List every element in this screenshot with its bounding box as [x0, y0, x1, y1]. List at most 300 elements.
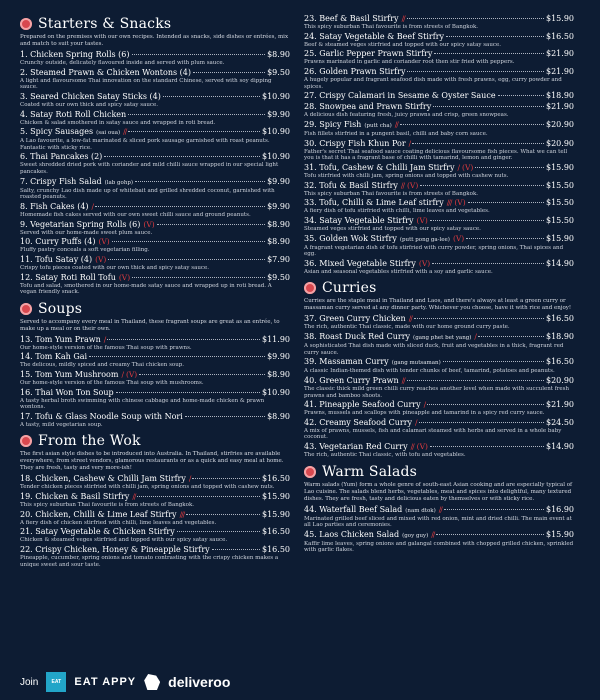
menu-item	[20, 220, 290, 237]
flower-icon	[20, 18, 32, 30]
menu-item	[304, 234, 574, 258]
menu-item	[304, 442, 574, 459]
menu-item-line	[304, 357, 574, 368]
chili-rating: //	[401, 14, 405, 23]
dot-leader	[137, 496, 260, 497]
section-title: Starters & Snacks	[38, 16, 172, 32]
item-name: 8. Fish Cakes (4)	[20, 201, 89, 211]
left-column	[20, 14, 290, 573]
item-name: 5. Spicy Sausages	[20, 127, 94, 137]
item-price: $15.50	[546, 180, 574, 190]
flower-icon	[304, 466, 316, 478]
join-label: Join	[20, 676, 39, 688]
menu-item-line	[20, 202, 290, 212]
menu-item-line	[20, 527, 290, 537]
kangaroo-icon	[144, 674, 160, 690]
menu-item	[304, 14, 574, 31]
item-name: 22. Crispy Chicken, Honey & Pineapple Stirfry	[20, 545, 210, 555]
vegetarian-tag: (V)	[462, 163, 474, 172]
dot-leader	[116, 392, 260, 393]
dot-leader	[128, 131, 260, 132]
menu-item	[304, 332, 574, 356]
menu-item	[20, 177, 290, 201]
section-title: Curries	[322, 280, 377, 297]
item-price: $15.90	[546, 14, 574, 23]
item-name: 7. Crispy Fish Salad	[20, 176, 102, 186]
dot-leader	[475, 167, 544, 168]
item-name: 37. Green Curry Chicken	[304, 314, 406, 324]
item-name: 45. Laos Chicken Salad	[304, 529, 400, 539]
item-name: 14. Tom Kah Gai	[20, 352, 88, 362]
item-price: $8.90	[267, 237, 290, 247]
item-price: $20.90	[546, 120, 574, 130]
item-description: Chicken & steamed veges stirfried and topped with our spicy satay sauce.	[20, 537, 228, 544]
menu-item-line	[304, 32, 574, 42]
dot-leader	[132, 54, 266, 55]
eat-appy-link[interactable]: EAT APPY	[74, 676, 137, 688]
dot-leader	[132, 277, 265, 278]
menu-section	[304, 464, 574, 554]
item-description: A tasty herbal broth swimming with chinese cabbage and home-made chicken & prawn wontons.	[20, 397, 265, 411]
menu-item	[20, 352, 290, 369]
item-price: $18.90	[546, 91, 574, 101]
section-intro: Curries are the staple meal in Thailand and Laos, and there's always at least a green curry or massaman curry served at any dinner party. Whichever you choose, have it with rice and enjoy!	[304, 298, 572, 312]
dot-leader	[427, 404, 544, 405]
vegetarian-tag: (V)	[418, 258, 431, 268]
item-price: $8.90	[267, 411, 290, 421]
item-description: Father's secret Thai seafood sauce coating delicious flavoursome fish pieces. What we can tell you is that it has a fragrant base of chilli with tamarind, lemon and ginger.	[304, 148, 568, 162]
item-description: Fish fillets stirfried in a pungent basil, chilli and baby corn sauce.	[304, 131, 488, 138]
item-name: 42. Creamy Seafood Curry	[304, 417, 413, 427]
dot-leader	[444, 509, 544, 510]
dot-leader	[192, 478, 260, 479]
dot-leader	[434, 53, 544, 54]
menu-item	[304, 102, 574, 119]
chili-rating: //	[408, 314, 412, 324]
menu-item	[304, 91, 574, 101]
item-name: 4. Satay Roti Roll Chicken	[20, 109, 127, 119]
menu-item	[20, 255, 290, 272]
item-description: Asian and seasonal vegetables stirfried with a soy and garlic sauce.	[304, 268, 493, 275]
menu-item-line	[304, 530, 574, 541]
menu-item	[20, 388, 290, 411]
dot-leader	[414, 318, 544, 319]
item-description: A light and flavoursome Thai innovation on the standard Chinese, served with soy dipping sauce.	[20, 77, 272, 91]
item-price: $15.50	[546, 216, 574, 226]
dot-leader	[433, 106, 544, 107]
item-price: $16.50	[546, 314, 574, 324]
dot-leader	[419, 422, 544, 423]
chili-rating: /	[121, 369, 123, 379]
menu-section	[20, 16, 290, 296]
item-description: Kaffir lime leaves, spring onions and galangal combined with chopped grilled chicken, sprinkled with garlic flakes.	[304, 540, 574, 554]
dot-leader	[478, 336, 544, 337]
item-price: $21.90	[546, 102, 574, 112]
menu-item-line	[20, 255, 290, 265]
item-name: 11. Tofu Satay (4)	[20, 254, 93, 264]
menu-item	[304, 418, 574, 441]
menu-item	[304, 357, 574, 375]
chili-rating: /	[415, 417, 417, 427]
menu-item	[304, 530, 574, 554]
item-price: $15.90	[546, 163, 574, 172]
menu-item-line	[20, 177, 290, 188]
dot-leader	[163, 96, 260, 97]
menu-item-line	[304, 181, 574, 191]
item-name: 3. Seared Chicken Satay Sticks (4)	[20, 91, 161, 101]
item-name: 21. Satay Vegetable & Chicken Stirfry	[20, 527, 175, 537]
item-description: Fluffy pastry conceals a soft vegetarian filling.	[20, 247, 150, 254]
item-price: $9.90	[267, 352, 290, 362]
menu-item	[20, 50, 290, 67]
menu-item	[20, 110, 290, 127]
item-description: Our home-style version of the famous Thai soup with mushrooms.	[20, 379, 204, 386]
dot-leader	[157, 224, 265, 225]
chili-rating: /	[408, 138, 411, 148]
menu-item-line	[304, 376, 574, 386]
item-name: 15. Tom Yum Mushroom	[20, 369, 119, 379]
chili-rating: //	[431, 529, 435, 539]
menu-item	[20, 474, 290, 491]
section-title: Soups	[38, 300, 83, 317]
item-price: $10.90	[262, 127, 290, 137]
menu-item-line	[20, 335, 290, 345]
item-description: Chicken & salad smothered in satay sauce and wrapped in roti bread.	[20, 119, 216, 126]
section-header	[20, 433, 290, 449]
item-description: This spicy suburban Thai favourite is from streets of Bangkok.	[304, 190, 479, 197]
item-name: 32. Tofu & Basil Stirfry	[304, 180, 398, 190]
menu-item-line	[304, 198, 574, 208]
item-name: 36. Mixed Vegetable Stirfry	[304, 258, 416, 268]
item-thai-name: (putt cha)	[364, 123, 392, 130]
menu-item-line	[304, 400, 574, 410]
menu-item-line	[20, 388, 290, 398]
menu-item-line	[304, 139, 574, 149]
menu-item-line	[20, 273, 290, 283]
menu-item-line	[20, 412, 290, 422]
menu-item-line	[20, 152, 290, 162]
item-name: 41. Pineapple Seafood Curry	[304, 400, 421, 410]
dot-leader	[95, 206, 265, 207]
menu-item-line	[20, 370, 290, 380]
menu-item	[304, 400, 574, 417]
dot-leader	[108, 259, 265, 260]
item-description: The classic thick mild green chilli curry reaches another level when made with succulent fresh prawns and bamboo shoots.	[304, 386, 569, 399]
item-description: Crunchy outside, delicately flavoured inside and served with plum sauce.	[20, 60, 225, 66]
item-name: 31. Tofu, Cashew & Chilli Jam Stirfry	[304, 163, 455, 172]
dot-leader	[193, 72, 265, 73]
item-description: Steamed veges stirfried and topped with our spicy satay sauce.	[304, 226, 481, 233]
chili-rating: ///	[179, 509, 185, 519]
menu-item	[304, 139, 574, 162]
menu-item-line	[20, 127, 290, 138]
item-description: A hugely popular and fragrant seafood dish made with fresh prawns, egg, curry powder and spices.	[304, 77, 562, 90]
menu-item-line	[20, 68, 290, 78]
menu-item-line	[304, 163, 574, 173]
item-name: 17. Tofu & Glass Noodle Soup with Nori	[20, 411, 183, 421]
menu-item-line	[20, 92, 290, 102]
vegetarian-tag: (V)	[416, 216, 428, 226]
vegetarian-tag: (V)	[98, 237, 110, 247]
item-description: Pineapple, cucumber, spring onions and tomato contrasting with the crispy chicken makes a unique sweet and sour taste.	[20, 555, 279, 568]
vegetarian-tag: (V)	[416, 442, 428, 452]
vegetarian-tag: (V)	[125, 369, 138, 379]
item-thai-name: (gang mutsaman)	[391, 360, 441, 367]
item-description: Our home-style version of the famous Thai soup with prawns.	[20, 344, 192, 351]
chili-rating: //	[410, 442, 414, 452]
section-intro: Prepared on the premises with our own recipes. Intended as snacks, side dishes or entrées, mix and match to suit your tastes.	[20, 34, 289, 47]
item-name: 24. Satay Vegetable & Beef Stirfry	[304, 31, 445, 41]
menu-item-line	[20, 110, 290, 120]
menu-item-line	[304, 216, 574, 226]
menu-item	[304, 259, 574, 276]
menu-item	[304, 49, 574, 66]
menu-item-line	[20, 492, 290, 502]
item-thai-name: (nam dtok)	[405, 507, 436, 514]
menu-item-line	[304, 505, 574, 516]
dot-leader	[466, 238, 544, 239]
vegetarian-tag: (V)	[118, 272, 131, 282]
menu-item	[304, 314, 574, 331]
menu-item	[304, 32, 574, 49]
item-description: A Lao favourite, a low-fat marinated & sliced pork sausage garnished with roast peanuts. Fantastic with sticky rice.	[20, 138, 270, 151]
menu-section	[304, 14, 574, 275]
item-price: $10.90	[262, 152, 290, 162]
menu-item	[304, 163, 574, 180]
dot-leader	[430, 220, 544, 221]
menu-item-line	[304, 234, 574, 245]
menu-item	[20, 545, 290, 568]
item-price: $16.90	[546, 504, 574, 514]
item-description: Served with our home-made sweet plum sauce.	[20, 229, 153, 236]
item-name: 39. Massaman Curry	[304, 357, 389, 367]
menu-item	[304, 198, 574, 215]
vegetarian-tag: (V)	[452, 233, 465, 243]
dot-leader	[104, 156, 260, 157]
item-name: 29. Spicy Fish	[304, 120, 362, 130]
menu-item	[304, 505, 574, 529]
item-thai-name: (sai oua)	[96, 130, 121, 137]
item-description: A fiery dish of tofu stirfried with chilli, lime leaves and vegetables.	[304, 208, 490, 215]
dot-leader	[89, 356, 265, 357]
item-description: This spicy suburban Thai favourite is from streets of Bangkok.	[304, 24, 479, 30]
chili-rating: //	[394, 120, 398, 130]
section-intro: Served to accompany every meal in Thailand, these fragrant soups are great as an entrée, to make up a meal or on their own.	[20, 318, 280, 332]
chili-rating: //	[438, 504, 442, 514]
section-intro: Warm salads (Yum) form a whole genre of south-east Asian cooking and are especially typical of Lao cuisine. The salads blend herbs, vegetables, meat and spices into delightful, many textured dishes. They are fresh, tasty and delicious eaten by themselves or with sticky rice.	[304, 481, 573, 502]
item-price: $15.90	[262, 509, 290, 519]
item-description: Prawns marinated in garlic and coriander root then stir fried with peppers.	[304, 59, 515, 66]
dot-leader	[400, 124, 544, 125]
item-price: $8.90	[267, 219, 290, 229]
item-price: $11.90	[262, 334, 290, 344]
item-name: 27. Crispy Calamari in Sesame & Oyster Sauce	[304, 91, 496, 101]
item-price: $21.90	[546, 400, 574, 410]
item-name: 12. Satay Roti Roll Tofu	[20, 272, 116, 282]
section-intro: The first asian style dishes to be introduced into Australia. In Thailand, stirfries are available everywhere, from street vendors, glamorous restaurants or as a quick and easy meal at home. They are fresh, tasty and very more-ish!	[20, 451, 284, 472]
chili-rating: /	[91, 201, 94, 211]
flower-icon	[20, 435, 32, 447]
deliveroo-link[interactable]: deliveroo	[168, 674, 231, 690]
chili-rating: //	[400, 180, 404, 190]
dot-leader	[407, 380, 544, 381]
dot-leader	[468, 202, 544, 203]
item-price: $21.90	[546, 49, 574, 59]
item-price: $14.90	[546, 258, 574, 268]
item-price: $9.50	[267, 67, 290, 77]
item-thai-name: (goy guy)	[402, 532, 429, 539]
item-price: $16.50	[262, 545, 290, 555]
item-name: 26. Golden Prawn Stirfry	[304, 67, 406, 77]
chili-rating: //	[132, 492, 136, 501]
item-name: 6. Thai Pancakes (2)	[20, 152, 103, 162]
dot-leader	[446, 36, 544, 37]
item-name: 13. Tom Yum Prawn	[20, 334, 101, 344]
item-price: $21.90	[546, 67, 574, 77]
menu-item-line	[20, 352, 290, 362]
dot-leader	[135, 181, 265, 182]
dot-leader	[407, 18, 544, 19]
dot-leader	[186, 514, 260, 515]
item-price: $9.50	[267, 272, 290, 282]
chili-rating: ///	[446, 198, 452, 208]
item-name: 18. Chicken, Cashew & Chilli Jam Stirfry	[20, 474, 186, 484]
item-description: Crispy tofu pieces coated with our own thick and spicy satay sauce.	[20, 264, 209, 271]
menu-item-line	[304, 91, 574, 101]
item-price: $16.50	[546, 357, 574, 367]
item-name: 35. Golden Wok Stirfry	[304, 233, 397, 243]
right-column	[304, 14, 574, 559]
item-name: 44. Waterfall Beef Salad	[304, 504, 403, 514]
item-name: 33. Tofu, Chilli & Lime Leaf stirfry	[304, 198, 444, 208]
menu-item-line	[304, 418, 574, 428]
section-title: From the Wok	[38, 433, 141, 450]
dot-leader	[498, 95, 544, 96]
menu-item-line	[20, 220, 290, 230]
item-thai-name: (putt pong ga-lee)	[399, 236, 450, 243]
item-description: Tofu and salad, smothered in our home-made satay sauce and wrapped up in roti bread. A vegan friendly snack.	[20, 282, 272, 296]
item-thai-name: (gang phet bet yang)	[413, 335, 472, 342]
menu-item	[20, 492, 290, 509]
menu-item-line	[304, 332, 574, 343]
chili-rating: /	[457, 163, 460, 172]
flower-icon	[304, 282, 316, 294]
menu-item-line	[20, 50, 290, 60]
dot-leader	[212, 549, 260, 550]
dot-leader	[443, 361, 544, 362]
menu-item	[304, 120, 574, 138]
item-description: A classic Indian-themed dish with tender chunks of beef, tamarind, potatoes and peanuts.	[304, 368, 555, 375]
dot-leader	[432, 263, 544, 264]
item-description: Salty, crunchy Lao dish made up of whitebait and grilled shredded coconut, garnished with roasted peanuts.	[20, 187, 275, 201]
menu-item-line	[20, 237, 290, 247]
menu-section	[20, 301, 290, 429]
item-price: $15.90	[546, 233, 574, 243]
dot-leader	[185, 416, 265, 417]
item-name: 25. Garlic Pepper Prawn Stirfry	[304, 49, 433, 59]
item-price: $9.90	[267, 201, 290, 211]
menu-item-line	[304, 49, 574, 59]
item-description: Sweet shredded dried pork with coriander and mild chilli sauce wrapped in our special light pancakes.	[20, 162, 279, 175]
menu-item	[20, 273, 290, 296]
menu-item-line	[20, 510, 290, 520]
menu-item	[304, 216, 574, 233]
menu-item	[304, 67, 574, 90]
item-name: 19. Chicken & Basil Stirfry	[20, 492, 130, 501]
item-description: Homemade fish cakes served with our own sweet chilli sauce and ground peanuts.	[20, 211, 251, 218]
item-price: $16.50	[262, 527, 290, 537]
item-name: 34. Satay Vegetable Stirfry	[304, 216, 414, 226]
section-header	[304, 280, 574, 296]
item-description: The rich, authentic Thai classic, made with our home ground curry paste.	[304, 324, 510, 331]
dot-leader	[407, 71, 544, 72]
item-description: A mix of prawns, mussels, fish and calamari steamed with herbs and served in a whole baby coconut.	[304, 427, 562, 441]
section-title: Warm Salads	[322, 463, 418, 480]
item-thai-name: (lab gohp)	[104, 179, 134, 186]
item-price: $20.90	[546, 376, 574, 385]
menu-item-line	[304, 259, 574, 269]
item-price: $7.90	[267, 254, 290, 264]
item-name: 20. Chicken, Chilli & Lime Leaf Stirfry	[20, 509, 177, 519]
menu-item-line	[304, 14, 574, 24]
item-price: $24.50	[546, 417, 574, 427]
item-description: Marinated grilled beef sliced and mixed with red onion, mint and dried chilli. The main event at all Lao parties and ceremonies.	[304, 515, 572, 529]
menu-item	[20, 412, 290, 429]
chili-rating: //	[123, 127, 127, 137]
menu-item-line	[304, 442, 574, 452]
item-name: 23. Beef & Basil Stirfry	[304, 14, 399, 23]
item-price: $15.90	[262, 492, 290, 501]
item-description: Coated with our own thick and spicy satay sauce.	[20, 101, 159, 108]
menu-item	[20, 152, 290, 175]
item-price: $14.90	[546, 442, 574, 452]
menu-item-line	[304, 120, 574, 131]
dot-leader	[139, 374, 265, 375]
vegetarian-tag: (V)	[95, 254, 107, 264]
menu-item	[20, 510, 290, 527]
menu-item	[20, 335, 290, 352]
dot-leader	[177, 531, 260, 532]
menu-item	[20, 68, 290, 91]
menu-item	[20, 92, 290, 109]
dot-leader	[107, 339, 260, 340]
eat-appy-logo-icon[interactable]: EAT	[46, 672, 66, 692]
item-price: $16.50	[262, 474, 290, 484]
menu-item-line	[304, 102, 574, 112]
dot-leader	[430, 446, 544, 447]
item-price: $9.90	[267, 176, 290, 186]
item-price: $10.90	[262, 91, 290, 101]
item-description: A fiery dish of chicken stirfried with chilli, lime leaves and vegetables.	[20, 519, 217, 526]
menu-item-line	[304, 314, 574, 324]
item-description: Tender chicken pieces stirfried with chilli jam, spring onions and topped with cashew nuts.	[20, 484, 275, 491]
item-description: A tasty, mild vegetarian soup.	[20, 421, 103, 428]
menu-item-line	[20, 545, 290, 555]
item-price: $8.90	[267, 369, 290, 379]
item-name: 38. Roast Duck Red Curry	[304, 332, 411, 342]
chili-rating: /	[423, 400, 426, 410]
chili-rating: /	[474, 332, 476, 342]
menu-item	[304, 181, 574, 198]
menu-section	[304, 280, 574, 458]
item-description: A delicious dish featuring fresh, juicy prawns and crisp, green snowpeas.	[304, 112, 509, 119]
dot-leader	[436, 534, 544, 535]
item-price: $15.90	[546, 529, 574, 539]
dot-leader	[412, 143, 544, 144]
footer	[20, 672, 230, 692]
item-price: $8.90	[267, 50, 290, 59]
chili-rating: /	[103, 334, 106, 344]
